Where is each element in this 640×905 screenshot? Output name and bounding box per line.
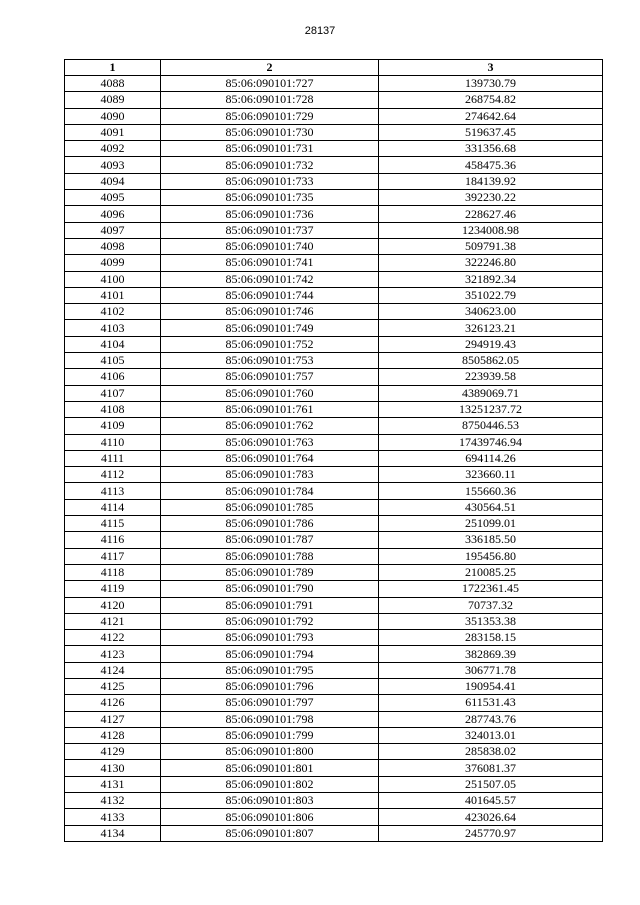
value-cell: 458475.36	[379, 157, 603, 173]
table-row	[65, 418, 603, 434]
table-row	[65, 744, 603, 760]
cadastral-number-cell: 85:06:090101:752	[161, 336, 379, 352]
table-row	[65, 695, 603, 711]
cadastral-number-cell: 85:06:090101:786	[161, 516, 379, 532]
column-header-3: 3	[379, 60, 603, 76]
row-number-cell: 4114	[65, 499, 161, 515]
cadastral-number-cell: 85:06:090101:736	[161, 206, 379, 222]
table-row	[65, 287, 603, 303]
cadastral-number-cell: 85:06:090101:740	[161, 238, 379, 254]
value-cell: 423026.64	[379, 809, 603, 825]
table-row	[65, 548, 603, 564]
value-cell: 351353.38	[379, 613, 603, 629]
cadastral-number-cell: 85:06:090101:787	[161, 532, 379, 548]
cadastral-number-cell: 85:06:090101:790	[161, 581, 379, 597]
value-cell: 392230.22	[379, 190, 603, 206]
table-row	[65, 304, 603, 320]
row-number-cell: 4097	[65, 222, 161, 238]
row-number-cell: 4095	[65, 190, 161, 206]
cadastral-number-cell: 85:06:090101:760	[161, 385, 379, 401]
value-cell: 184139.92	[379, 173, 603, 189]
table-row	[65, 499, 603, 515]
table-row	[65, 76, 603, 92]
row-number-cell: 4099	[65, 255, 161, 271]
table-row	[65, 206, 603, 222]
row-number-cell: 4111	[65, 450, 161, 466]
table-row	[65, 711, 603, 727]
row-number-cell: 4091	[65, 124, 161, 140]
row-number-cell: 4132	[65, 793, 161, 809]
row-number-cell: 4118	[65, 564, 161, 580]
table-row	[65, 630, 603, 646]
row-number-cell: 4130	[65, 760, 161, 776]
row-number-cell: 4096	[65, 206, 161, 222]
row-number-cell: 4092	[65, 141, 161, 157]
row-number-cell: 4120	[65, 597, 161, 613]
row-number-cell: 4094	[65, 173, 161, 189]
cadastral-number-cell: 85:06:090101:744	[161, 287, 379, 303]
row-number-cell: 4090	[65, 108, 161, 124]
table-row	[65, 613, 603, 629]
cadastral-number-cell: 85:06:090101:793	[161, 630, 379, 646]
row-number-cell: 4109	[65, 418, 161, 434]
table-row	[65, 809, 603, 825]
value-cell: 694114.26	[379, 450, 603, 466]
cadastral-number-cell: 85:06:090101:795	[161, 662, 379, 678]
row-number-cell: 4128	[65, 727, 161, 743]
table-row	[65, 92, 603, 108]
value-cell: 323660.11	[379, 467, 603, 483]
row-number-cell: 4100	[65, 271, 161, 287]
value-cell: 268754.82	[379, 92, 603, 108]
data-table	[64, 59, 603, 842]
value-cell: 331356.68	[379, 141, 603, 157]
cadastral-number-cell: 85:06:090101:784	[161, 483, 379, 499]
cadastral-number-cell: 85:06:090101:794	[161, 646, 379, 662]
table-body	[65, 76, 603, 842]
cadastral-number-cell: 85:06:090101:788	[161, 548, 379, 564]
cadastral-number-cell: 85:06:090101:742	[161, 271, 379, 287]
table-row	[65, 173, 603, 189]
row-number-cell: 4098	[65, 238, 161, 254]
table-row	[65, 646, 603, 662]
cadastral-number-cell: 85:06:090101:803	[161, 793, 379, 809]
row-number-cell: 4125	[65, 678, 161, 694]
row-number-cell: 4102	[65, 304, 161, 320]
value-cell: 519637.45	[379, 124, 603, 140]
value-cell: 251099.01	[379, 516, 603, 532]
table-row	[65, 369, 603, 385]
table-row	[65, 678, 603, 694]
value-cell: 321892.34	[379, 271, 603, 287]
cadastral-number-cell: 85:06:090101:763	[161, 434, 379, 450]
value-cell: 195456.80	[379, 548, 603, 564]
value-cell: 8505862.05	[379, 353, 603, 369]
table-row	[65, 793, 603, 809]
row-number-cell: 4106	[65, 369, 161, 385]
cadastral-number-cell: 85:06:090101:729	[161, 108, 379, 124]
table-row	[65, 564, 603, 580]
cadastral-number-cell: 85:06:090101:732	[161, 157, 379, 173]
row-number-cell: 4134	[65, 825, 161, 841]
cadastral-number-cell: 85:06:090101:807	[161, 825, 379, 841]
cadastral-number-cell: 85:06:090101:798	[161, 711, 379, 727]
table-row	[65, 467, 603, 483]
value-cell: 322246.80	[379, 255, 603, 271]
value-cell: 611531.43	[379, 695, 603, 711]
value-cell: 351022.79	[379, 287, 603, 303]
value-cell: 401645.57	[379, 793, 603, 809]
value-cell: 155660.36	[379, 483, 603, 499]
cadastral-number-cell: 85:06:090101:730	[161, 124, 379, 140]
cadastral-number-cell: 85:06:090101:753	[161, 353, 379, 369]
cadastral-number-cell: 85:06:090101:801	[161, 760, 379, 776]
cadastral-number-cell: 85:06:090101:791	[161, 597, 379, 613]
cadastral-number-cell: 85:06:090101:792	[161, 613, 379, 629]
value-cell: 509791.38	[379, 238, 603, 254]
table-row	[65, 157, 603, 173]
row-number-cell: 4103	[65, 320, 161, 336]
table-row	[65, 255, 603, 271]
table-row	[65, 336, 603, 352]
column-header-2: 2	[161, 60, 379, 76]
cadastral-number-cell: 85:06:090101:783	[161, 467, 379, 483]
table-row	[65, 450, 603, 466]
table-row	[65, 483, 603, 499]
table-row	[65, 532, 603, 548]
table-row	[65, 108, 603, 124]
table-row	[65, 238, 603, 254]
row-number-cell: 4123	[65, 646, 161, 662]
row-number-cell: 4101	[65, 287, 161, 303]
row-number-cell: 4116	[65, 532, 161, 548]
value-cell: 8750446.53	[379, 418, 603, 434]
row-number-cell: 4107	[65, 385, 161, 401]
value-cell: 17439746.94	[379, 434, 603, 450]
value-cell: 274642.64	[379, 108, 603, 124]
value-cell: 287743.76	[379, 711, 603, 727]
column-header-1: 1	[65, 60, 161, 76]
row-number-cell: 4105	[65, 353, 161, 369]
table-row	[65, 222, 603, 238]
cadastral-number-cell: 85:06:090101:802	[161, 776, 379, 792]
row-number-cell: 4108	[65, 401, 161, 417]
cadastral-number-cell: 85:06:090101:797	[161, 695, 379, 711]
row-number-cell: 4112	[65, 467, 161, 483]
row-number-cell: 4127	[65, 711, 161, 727]
value-cell: 294919.43	[379, 336, 603, 352]
value-cell: 326123.21	[379, 320, 603, 336]
row-number-cell: 4089	[65, 92, 161, 108]
value-cell: 4389069.71	[379, 385, 603, 401]
value-cell: 210085.25	[379, 564, 603, 580]
cadastral-number-cell: 85:06:090101:764	[161, 450, 379, 466]
table-row	[65, 776, 603, 792]
row-number-cell: 4104	[65, 336, 161, 352]
value-cell: 340623.00	[379, 304, 603, 320]
value-cell: 376081.37	[379, 760, 603, 776]
table-row	[65, 760, 603, 776]
cadastral-number-cell: 85:06:090101:749	[161, 320, 379, 336]
cadastral-number-cell: 85:06:090101:757	[161, 369, 379, 385]
value-cell: 245770.97	[379, 825, 603, 841]
row-number-cell: 4121	[65, 613, 161, 629]
table-row	[65, 141, 603, 157]
table-row	[65, 727, 603, 743]
table-row	[65, 434, 603, 450]
row-number-cell: 4110	[65, 434, 161, 450]
value-cell: 251507.05	[379, 776, 603, 792]
value-cell: 1722361.45	[379, 581, 603, 597]
table-row	[65, 190, 603, 206]
table-header	[65, 60, 603, 76]
value-cell: 285838.02	[379, 744, 603, 760]
value-cell: 382869.39	[379, 646, 603, 662]
row-number-cell: 4093	[65, 157, 161, 173]
cadastral-number-cell: 85:06:090101:785	[161, 499, 379, 515]
row-number-cell: 4117	[65, 548, 161, 564]
table-row	[65, 597, 603, 613]
cadastral-number-cell: 85:06:090101:806	[161, 809, 379, 825]
value-cell: 70737.32	[379, 597, 603, 613]
cadastral-number-cell: 85:06:090101:800	[161, 744, 379, 760]
table-row	[65, 320, 603, 336]
row-number-cell: 4131	[65, 776, 161, 792]
table-row	[65, 124, 603, 140]
row-number-cell: 4113	[65, 483, 161, 499]
value-cell: 228627.46	[379, 206, 603, 222]
cadastral-number-cell: 85:06:090101:727	[161, 76, 379, 92]
row-number-cell: 4126	[65, 695, 161, 711]
row-number-cell: 4119	[65, 581, 161, 597]
row-number-cell: 4133	[65, 809, 161, 825]
cadastral-number-cell: 85:06:090101:733	[161, 173, 379, 189]
cadastral-number-cell: 85:06:090101:728	[161, 92, 379, 108]
value-cell: 324013.01	[379, 727, 603, 743]
cadastral-number-cell: 85:06:090101:737	[161, 222, 379, 238]
row-number-cell: 4088	[65, 76, 161, 92]
value-cell: 13251237.72	[379, 401, 603, 417]
value-cell: 306771.78	[379, 662, 603, 678]
row-number-cell: 4124	[65, 662, 161, 678]
value-cell: 1234008.98	[379, 222, 603, 238]
header-row	[65, 60, 603, 76]
cadastral-number-cell: 85:06:090101:789	[161, 564, 379, 580]
cadastral-number-cell: 85:06:090101:762	[161, 418, 379, 434]
cadastral-number-cell: 85:06:090101:796	[161, 678, 379, 694]
value-cell: 190954.41	[379, 678, 603, 694]
row-number-cell: 4122	[65, 630, 161, 646]
page-number: 28137	[304, 25, 336, 37]
value-cell: 139730.79	[379, 76, 603, 92]
row-number-cell: 4115	[65, 516, 161, 532]
cadastral-number-cell: 85:06:090101:746	[161, 304, 379, 320]
cadastral-number-cell: 85:06:090101:761	[161, 401, 379, 417]
table-row	[65, 662, 603, 678]
value-cell: 223939.58	[379, 369, 603, 385]
table-row	[65, 581, 603, 597]
table-row	[65, 271, 603, 287]
cadastral-number-cell: 85:06:090101:731	[161, 141, 379, 157]
table-row	[65, 353, 603, 369]
table-row	[65, 401, 603, 417]
table-row	[65, 825, 603, 841]
value-cell: 283158.15	[379, 630, 603, 646]
cadastral-number-cell: 85:06:090101:735	[161, 190, 379, 206]
table-row	[65, 516, 603, 532]
table-row	[65, 385, 603, 401]
value-cell: 336185.50	[379, 532, 603, 548]
value-cell: 430564.51	[379, 499, 603, 515]
cadastral-number-cell: 85:06:090101:799	[161, 727, 379, 743]
row-number-cell: 4129	[65, 744, 161, 760]
cadastral-number-cell: 85:06:090101:741	[161, 255, 379, 271]
